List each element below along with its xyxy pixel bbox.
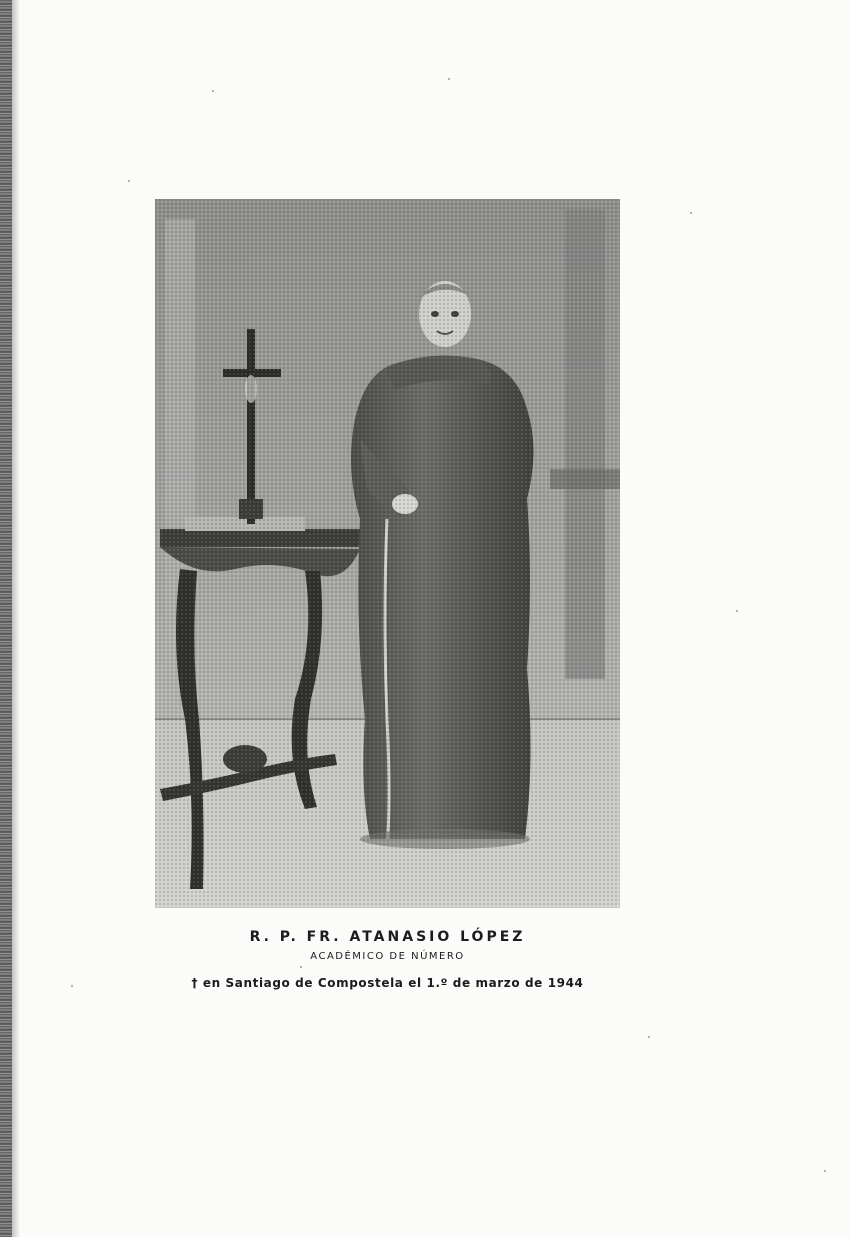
subject-name-caption: R. P. FR. ATANASIO LÓPEZ	[249, 929, 526, 945]
print-speck	[300, 966, 302, 968]
portrait-photograph	[155, 199, 620, 908]
subject-role-caption: ACADÉMICO DE NÚMERO	[310, 951, 465, 962]
print-speck	[448, 78, 450, 80]
death-notice-caption: † en Santiago de Compostela el 1.º de marzo de 1944	[191, 976, 584, 990]
print-speck	[824, 1170, 826, 1172]
print-speck	[128, 180, 130, 182]
portrait-illustration	[155, 199, 620, 908]
print-speck	[648, 1036, 650, 1038]
print-speck	[736, 610, 738, 612]
print-speck	[690, 212, 692, 214]
page-binding-edge	[0, 0, 12, 1237]
print-speck	[71, 985, 73, 987]
print-speck	[212, 90, 214, 92]
